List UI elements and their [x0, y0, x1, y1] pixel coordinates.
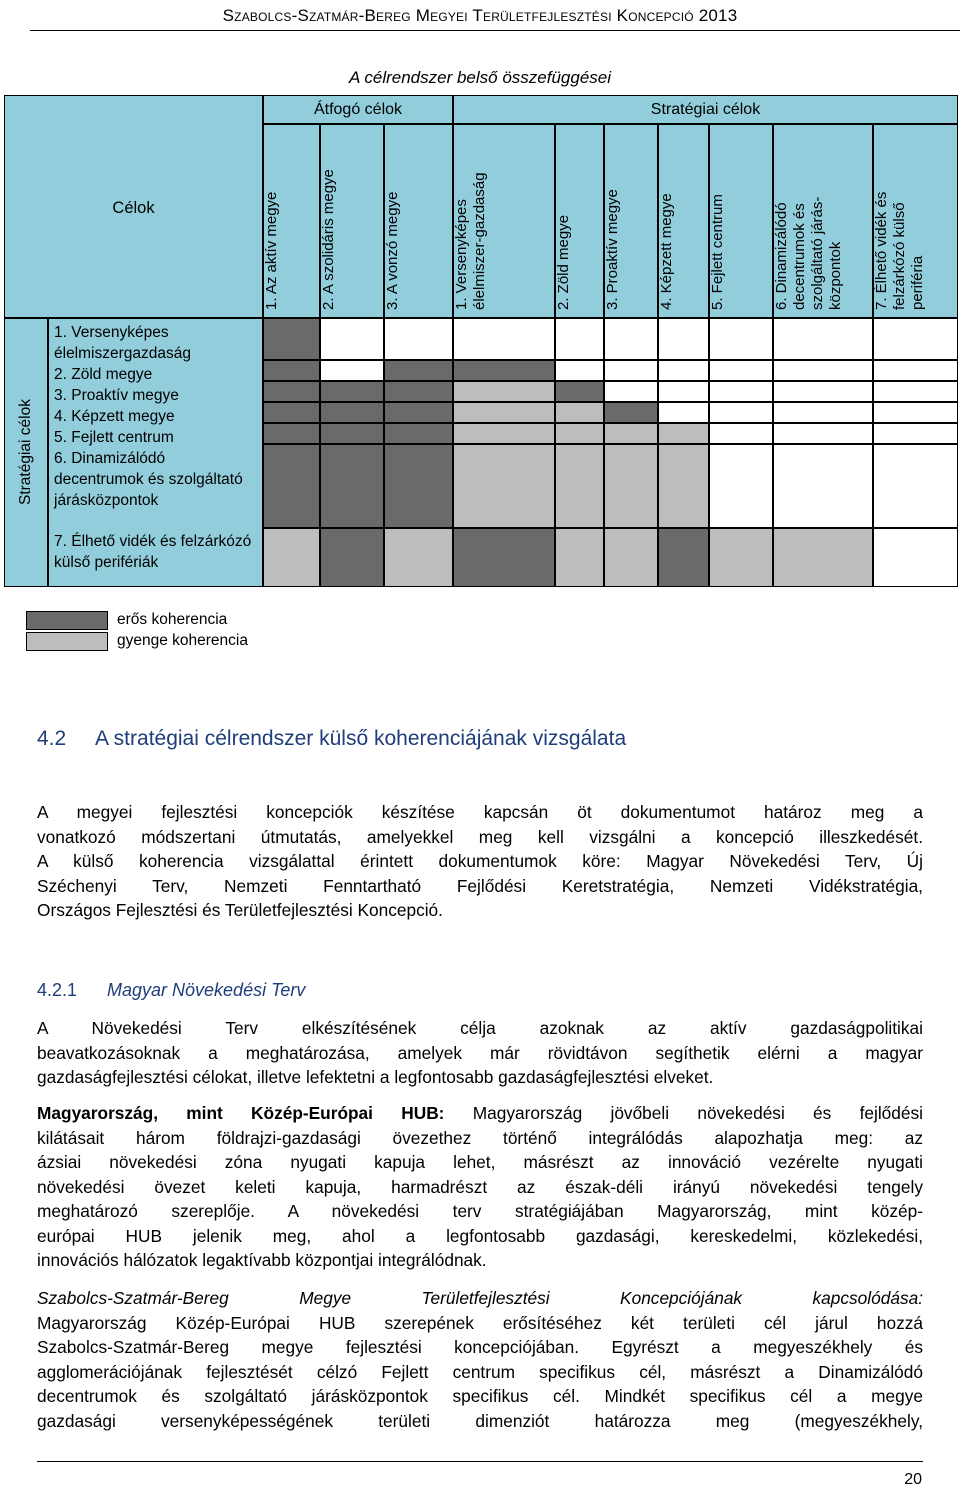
paragraph-line: ázsiai növekedési zóna nyugati kapuja lehet, másrészt az innováció vezérelte nyugati	[37, 1152, 923, 1172]
matrix-cell	[873, 528, 958, 587]
paragraph-lead: Magyarország, mint Közép-Európai HUB:	[37, 1103, 445, 1123]
header-rule	[30, 30, 960, 31]
matrix-cell	[453, 444, 555, 528]
column-header-label: 3. A vonzó megye	[384, 191, 401, 310]
column-header-label: 1. Az aktív megye	[263, 191, 280, 310]
matrix-cell	[384, 423, 453, 444]
legend-weak-label: gyenge koherencia	[117, 632, 248, 649]
section-number: 4.2	[37, 727, 67, 750]
column-header-label: 2. Zöld megye	[555, 214, 572, 310]
matrix-cell	[263, 444, 320, 528]
group-label-atfogo: Átfogó célok	[313, 101, 403, 118]
matrix-cell	[709, 423, 773, 444]
matrix-cell	[453, 423, 555, 444]
matrix-cell	[658, 423, 709, 444]
matrix-cell	[658, 528, 709, 587]
matrix-cell	[263, 381, 320, 402]
row-label: 5. Fejlett centrum	[54, 429, 174, 446]
matrix-cell	[453, 528, 555, 587]
paragraph-line: Széchenyi Terv, Nemzeti Fenntartható Fejlődési Keretstratégia, Nemzeti Vidékstratégia,	[37, 875, 923, 896]
section-heading	[37, 727, 626, 751]
paragraph-line: növekedési övezet keleti kapuja, harmadrészt az észak-déli irányú növekedési tengely	[37, 1176, 923, 1197]
row-label: 2. Zöld megye	[54, 366, 153, 383]
matrix-cell	[773, 381, 873, 402]
section-paragraph	[37, 800, 923, 923]
legend-weak-swatch	[26, 632, 108, 651]
row-group-label: Stratégiai célok	[17, 399, 34, 506]
footer-rule	[37, 1461, 923, 1462]
paragraph-line: gazdaságfejlesztési célokat, illetve lefektetni a legfontosabb gazdaságfejlesztési elveket.	[37, 1067, 714, 1087]
paragraph-line: meghatározó szereplője. A növekedési terv stratégiájában Magyarország, mint közép-	[37, 1201, 923, 1221]
subsection-heading	[37, 980, 305, 1001]
column-header-label: 5. Fejlett centrum	[709, 194, 726, 310]
paragraph-line: gazdasági versenyképességének területi dimenziót határozza meg (megyeszékhely,	[37, 1410, 923, 1431]
matrix-cell	[873, 318, 958, 360]
matrix-cell	[773, 318, 873, 360]
paragraph-line: A megyei fejlesztési koncepciók készítése kapcsán öt dokumentumot határoz meg a	[37, 802, 923, 822]
matrix-cell	[604, 402, 658, 423]
paragraph-line	[37, 1101, 923, 1126]
matrix-cell	[709, 381, 773, 402]
column-header-label: 4. Képzett megye	[658, 193, 675, 310]
paragraph-line: agglomerációjának fejlesztését célzó Fejlett centrum specifikus cél, másrészt a Dinamizálódó	[37, 1361, 923, 1382]
row-label: 1. Versenyképes élelmiszergazdaság	[54, 324, 191, 362]
paragraph-line: decentrumok és szolgáltató járásközpontok specifikus cél. Mindkét specifikus cél a megye	[37, 1386, 923, 1406]
paragraph-text: Magyarország jövőbeli növekedési és fejlődési	[444, 1103, 923, 1123]
matrix-cell	[320, 444, 384, 528]
matrix-cell	[555, 444, 604, 528]
matrix-cell	[604, 444, 658, 528]
matrix-cell	[320, 423, 384, 444]
paragraph-line: A Növekedési Terv elkészítésének célja azoknak az aktív gazdaságpolitikai	[37, 1018, 923, 1038]
matrix-cell	[320, 381, 384, 402]
paragraph-line: Országos Fejlesztési és Területfejlesztési Koncepció.	[37, 900, 443, 920]
paragraph-line: európai HUB jelenik meg, ahol a legfontosabb gazdasági, kereskedelmi, közlekedési,	[37, 1225, 923, 1246]
matrix-cell	[555, 381, 604, 402]
matrix-cell	[873, 423, 958, 444]
paragraph-line: beavatkozásoknak a meghatározása, amelyek már rövidtávon segíthetik elérni a magyar	[37, 1042, 923, 1063]
matrix-cell	[555, 402, 604, 423]
matrix-cell	[384, 402, 453, 423]
paragraph-line: innovációs hálózatok legaktívabb központjai integrálódnak.	[37, 1250, 487, 1270]
subsection-paragraph-1	[37, 1016, 923, 1090]
matrix-cell	[709, 318, 773, 360]
matrix-cell	[773, 360, 873, 381]
legend-strong-swatch	[26, 611, 108, 630]
matrix-cell	[320, 528, 384, 587]
row-label: 4. Képzett megye	[54, 408, 175, 425]
subsection-paragraph-3	[37, 1286, 923, 1433]
matrix-cell	[555, 528, 604, 587]
paragraph-line: Magyarország Közép-Európai HUB szerepének erősítéséhez két területi cél járul hozzá	[37, 1312, 923, 1333]
matrix-cell	[384, 444, 453, 528]
matrix-cell	[873, 444, 958, 528]
matrix-cell	[709, 444, 773, 528]
matrix-cell	[658, 360, 709, 381]
paragraph-line: vonatkozó módszertani útmutatás, amelyekkel meg kell vizsgálni a koncepció illeszkedését.	[37, 826, 923, 847]
paragraph-line: kilátásait három földrajzi-gazdasági övezethez történő integrálódás alapozhatja meg: az	[37, 1127, 923, 1148]
matrix-cell	[873, 381, 958, 402]
matrix-cell	[320, 402, 384, 423]
matrix-cell	[453, 318, 555, 360]
matrix-cell	[555, 360, 604, 381]
matrix-cell	[604, 360, 658, 381]
paragraph-line: A külső koherencia vizsgálattal érintett dokumentumok köre: Magyar Növekedési Terv, Új	[37, 851, 923, 871]
matrix-cell	[604, 423, 658, 444]
corner-label: Célok	[112, 199, 155, 217]
matrix-cell	[873, 360, 958, 381]
matrix-cell	[658, 381, 709, 402]
matrix-cell	[773, 402, 873, 423]
matrix-cell	[453, 360, 555, 381]
subsection-number: 4.2.1	[37, 980, 78, 1000]
matrix-cell	[604, 528, 658, 587]
column-header-label: 7. Élhető vidék és felzárkózó külső periféria	[873, 191, 926, 310]
paragraph-line: Szabolcs-Szatmár-Bereg megye fejlesztési koncepciójában. Egyrészt a megyeszékhely és	[37, 1337, 923, 1357]
matrix-cell	[658, 402, 709, 423]
matrix-cell	[658, 444, 709, 528]
matrix-cell	[384, 381, 453, 402]
matrix-cell	[453, 402, 555, 423]
legend-strong-label: erős koherencia	[117, 611, 228, 628]
matrix-cell	[773, 528, 873, 587]
matrix-cell	[263, 402, 320, 423]
column-header-label: 6. Dinamizálódó decentrumok és szolgáltató járás- központok	[773, 196, 844, 310]
matrix-cell	[263, 360, 320, 381]
row-label: 6. Dinamizálódó decentrumok és szolgáltató járásközpontok	[54, 450, 243, 509]
row-label: 7. Élhető vidék és felzárkózó külső perifériák	[54, 533, 252, 571]
matrix-cell	[453, 381, 555, 402]
column-header-label: 2. A szolidáris megye	[320, 169, 337, 310]
matrix-cell	[263, 318, 320, 360]
matrix-cell	[709, 402, 773, 423]
paragraph-lead: Szabolcs-Szatmár-Bereg Megye Területfejlesztési Koncepciójának kapcsolódása:	[37, 1288, 923, 1308]
matrix-cell	[384, 528, 453, 587]
matrix-cell	[773, 444, 873, 528]
matrix-cell	[320, 360, 384, 381]
row-label: 3. Proaktív megye	[54, 387, 179, 404]
matrix-title: A célrendszer belső összefüggései	[348, 68, 612, 87]
matrix-cell	[773, 423, 873, 444]
running-header: Szabolcs-Szatmár-Bereg Megyei Területfejlesztési Koncepció 2013	[222, 6, 738, 25]
column-header-label: 1. Versenyképes élelmiszer-gazdaság	[453, 172, 488, 310]
matrix-cell	[555, 318, 604, 360]
matrix-cell	[384, 360, 453, 381]
matrix-cell	[263, 423, 320, 444]
matrix-cell	[263, 528, 320, 587]
subsection-paragraph-2	[37, 1101, 923, 1273]
matrix-cell	[709, 360, 773, 381]
subsection-title: Magyar Növekedési Terv	[107, 980, 306, 1000]
section-title: A stratégiai célrendszer külső koherenciájának vizsgálata	[95, 727, 627, 750]
matrix-cell	[555, 423, 604, 444]
matrix-cell	[604, 381, 658, 402]
matrix-cell	[604, 318, 658, 360]
page-number: 20	[904, 1471, 922, 1488]
matrix-cell	[658, 318, 709, 360]
matrix-cell	[320, 318, 384, 360]
matrix-cell	[873, 402, 958, 423]
matrix-cell	[709, 528, 773, 587]
column-header-label: 3. Proaktív megye	[604, 189, 621, 310]
matrix-cell	[384, 318, 453, 360]
group-label-strategiai: Stratégiai célok	[650, 101, 761, 118]
